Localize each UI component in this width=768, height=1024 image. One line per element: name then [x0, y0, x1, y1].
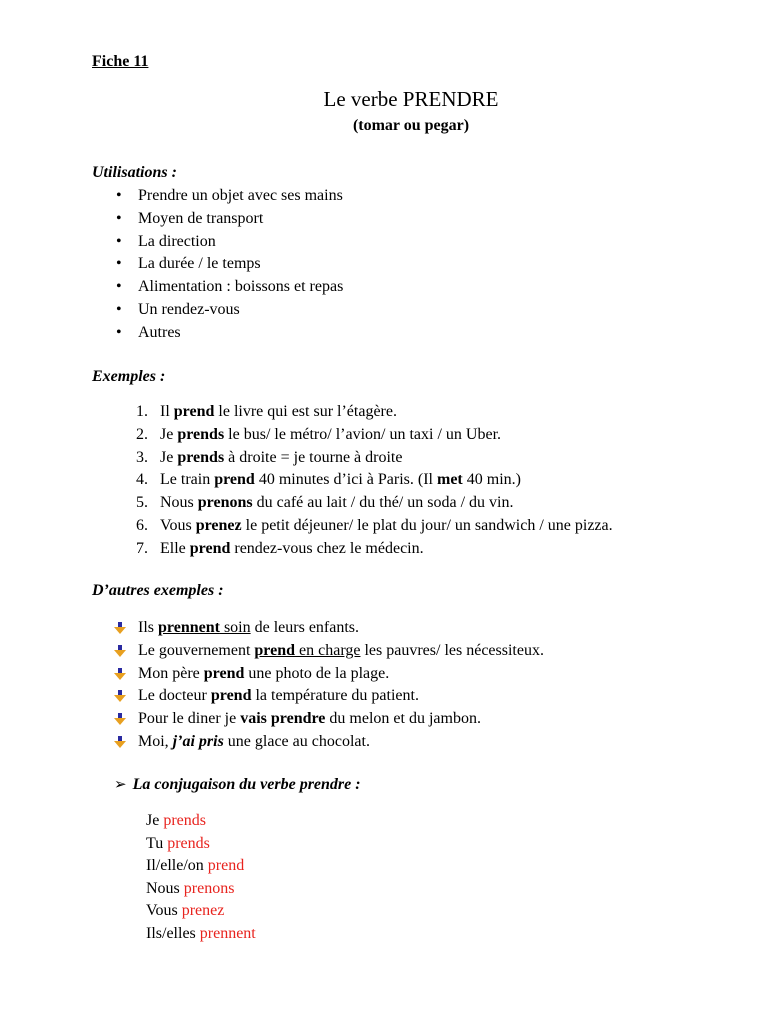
bullet-icon: • — [116, 255, 122, 273]
list-item: Ils prennent soin de leurs enfants. — [112, 617, 544, 640]
bullet-icon: • — [116, 232, 122, 250]
list-item: • Prendre un objet avec ses mains — [112, 185, 343, 208]
conjugation-row: Je prends — [146, 812, 206, 829]
fiche-label: Fiche 11 — [92, 53, 149, 70]
list-item: 7. Elle prend rendez-vous chez le médecin. — [136, 539, 424, 557]
list-item: 1. Il prend le livre qui est sur l’étagère. — [136, 403, 397, 420]
conjugation-table — [146, 810, 256, 946]
down-arrow-bullet-icon — [114, 713, 126, 725]
down-arrow-bullet-icon — [114, 690, 126, 702]
conjugaison-heading: ➢ La conjugaison du verbe prendre : — [114, 775, 361, 793]
list-item: Pour le diner je vais prendre du melon et du jambon. — [112, 708, 544, 731]
list-item: • Un rendez-vous — [112, 299, 343, 322]
conjugation-row: Il/elle/on prend — [146, 857, 245, 875]
bullet-icon: • — [116, 209, 122, 227]
list-item: 2. Je prends le bus/ le métro/ l’avion/ un taxi / un Uber. — [136, 425, 502, 443]
utilisations-heading: Utilisations : — [92, 164, 177, 181]
list-item: 4. Le train prend 40 minutes d’ici à Paris. (Il met 40 min.) — [136, 471, 521, 489]
down-arrow-bullet-icon — [114, 668, 126, 680]
conjugation-row: Tu prends — [146, 834, 210, 852]
bullet-icon: • — [116, 278, 122, 296]
list-item: • Autres — [112, 322, 343, 345]
utilisations-list — [112, 185, 343, 345]
autres-heading: D’autres exemples : — [92, 582, 224, 599]
list-item: • Alimentation : boissons et repas — [112, 276, 343, 299]
bullet-icon: • — [116, 323, 122, 341]
autres-list — [112, 617, 544, 754]
exemples-heading: Exemples : — [92, 368, 166, 385]
page-subtitle: (tomar ou pegar) — [352, 117, 470, 134]
list-item: 3. Je prends à droite = je tourne à droite — [136, 448, 403, 466]
list-item: Mon père prend une photo de la plage. — [112, 663, 544, 686]
list-item: Le docteur prend la température du patient. — [112, 685, 544, 708]
list-item: Moi, j’ai pris une glace au chocolat. — [112, 731, 544, 754]
list-item: 5. Nous prenons du café au lait / du thé/ un soda / du vin. — [136, 494, 514, 512]
list-item: • La durée / le temps — [112, 253, 343, 276]
conjugation-row: Ils/elles prennent — [146, 924, 256, 942]
list-item: • Moyen de transport — [112, 208, 343, 231]
bullet-icon: • — [116, 300, 122, 318]
down-arrow-bullet-icon — [114, 736, 126, 748]
down-arrow-bullet-icon — [114, 645, 126, 657]
conjugation-row: Vous prenez — [146, 902, 225, 920]
down-arrow-bullet-icon — [114, 622, 126, 634]
exemples-list — [136, 401, 613, 561]
list-item: • La direction — [112, 231, 343, 254]
page-title: Le verbe PRENDRE — [323, 87, 499, 111]
list-item: Le gouvernement prend en charge les pauvres/ les nécessiteux. — [112, 640, 544, 663]
list-item: 6. Vous prenez le petit déjeuner/ le plat du jour/ un sandwich / une pizza. — [136, 516, 613, 534]
arrowhead-bullet-icon: ➢ — [114, 775, 127, 793]
conjugation-row: Nous prenons — [146, 879, 235, 897]
bullet-icon: • — [116, 187, 122, 204]
